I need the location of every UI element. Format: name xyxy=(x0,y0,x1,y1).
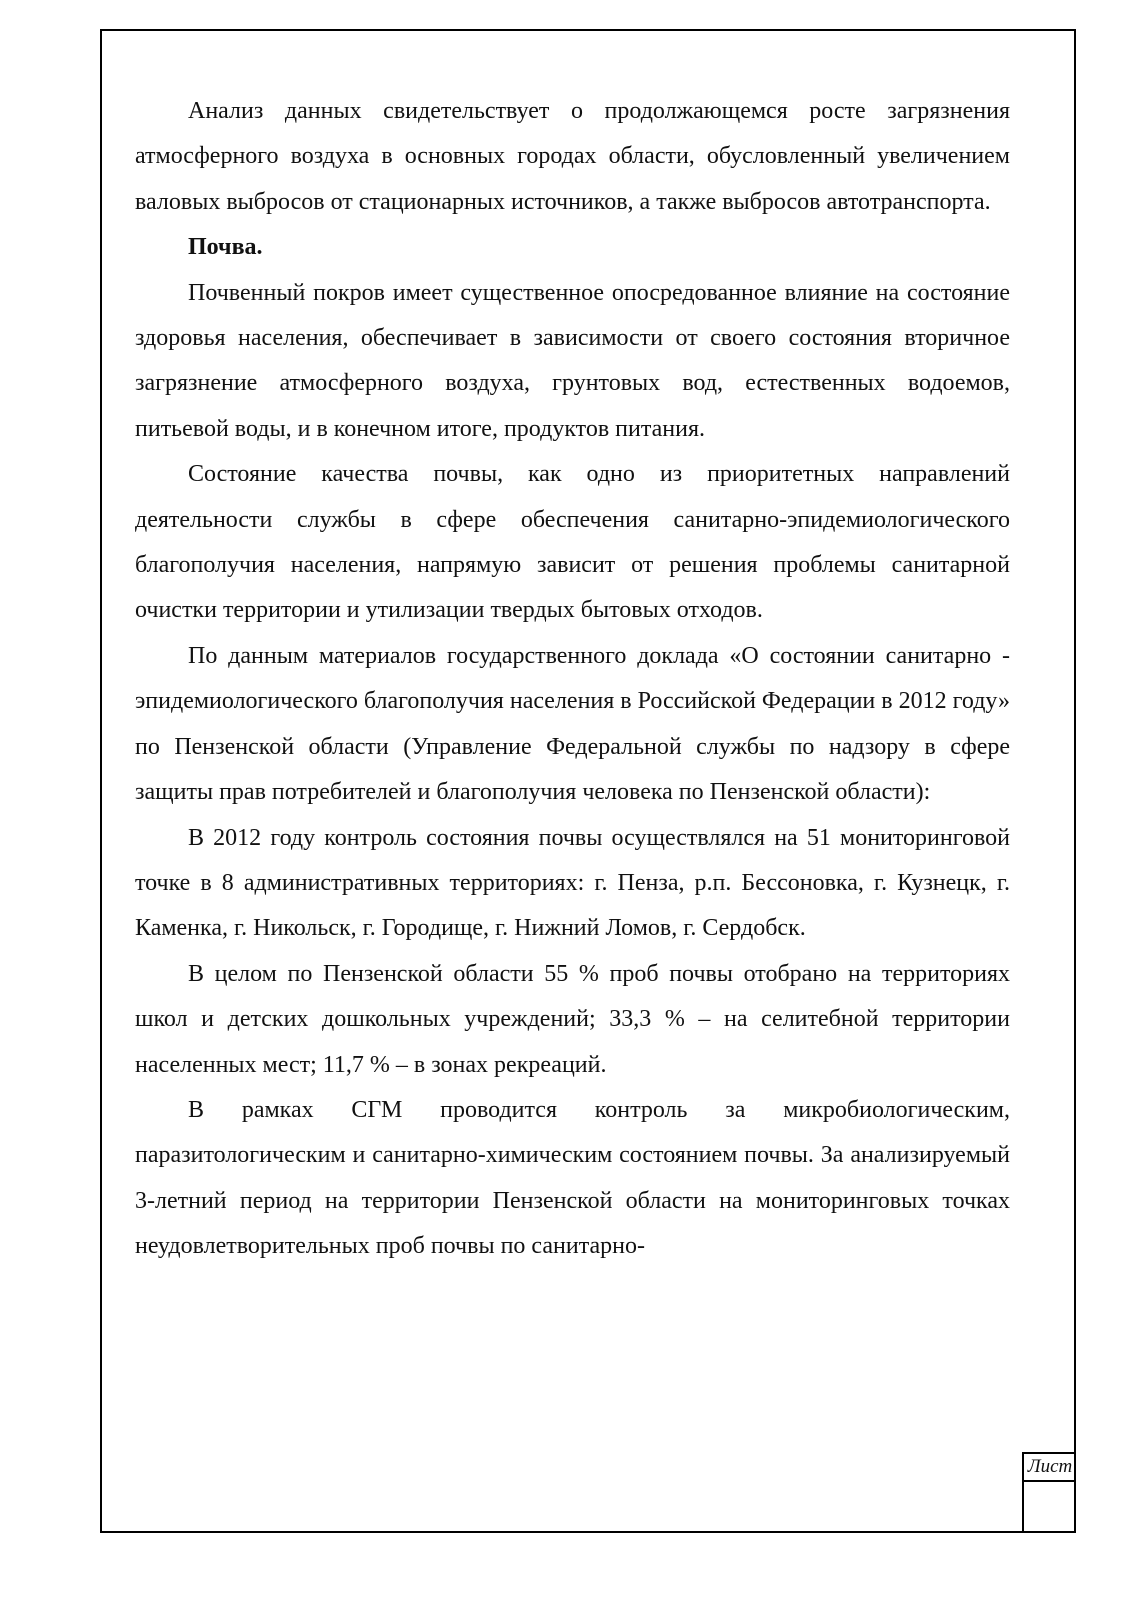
paragraph-soil-cover: Почвенный покров имеет существенное опосредованное влияние на состояние здоровья населения, обеспечивает в зависимости от своего состояния вторичное загрязнение атмосферного воздуха, грунтовых вод, естественных водоемов, питьевой воды, и в конечном итоге, продуктов питания. xyxy=(135,279,1010,442)
paragraph-soil-quality: Состояние качества почвы, как одно из приоритетных направлений деятельности службы в сфере обеспечения санитарно-эпидемиологического благополучия населения, напрямую зависит от решения проблемы санитарной очистки территории и утилизации твердых бытовых отходов. xyxy=(135,461,1010,624)
sheet-label: Лист xyxy=(1024,1454,1076,1482)
paragraph-state-report: По данным материалов государственного доклада «О состоянии санитарно - эпидемиологического благополучия населения в Российской Федерации в 2012 году» по Пензенской области (Управление Федеральной службы по надзору в сфере защиты прав потребителей и благополучия человека по Пензенской области): xyxy=(135,642,1010,806)
sheet-number xyxy=(1024,1482,1076,1533)
document-body xyxy=(135,89,1010,1270)
section-heading-soil: Почва. xyxy=(188,234,263,261)
paragraph-monitoring-points: В 2012 году контроль состояния почвы осуществлялся на 51 мониторинговой точке в 8 административных территориях: г. Пенза, р.п. Бессоновка, г. Кузнецк, г. Каменка, г. Никольск, г. Городище, г. Нижний Ломов, г. Сердобск. xyxy=(135,824,1010,942)
paragraph-air-analysis: Анализ данных свидетельствует о продолжающемся росте загрязнения атмосферного воздуха в основных городах области, обусловленный увеличением валовых выбросов от стационарных источников, а также выбросов автотранспорта. xyxy=(135,98,1010,215)
paragraph-sgm-control: В рамках СГМ проводится контроль за микробиологическим, паразитологическим и санитарно-химическим состоянием почвы. За анализируемый 3-летний период на территории Пензенской области на мониторинговых точках неудовлетворительных проб почвы по санитарно- xyxy=(135,1096,1010,1260)
sheet-stamp xyxy=(1022,1452,1076,1533)
paragraph-sample-distribution: В целом по Пензенской области 55 % проб почвы отобрано на территориях школ и детских дошкольных учреждений; 33,3 % – на селитебной территории населенных мест; 11,7 % – в зонах рекреаций. xyxy=(135,960,1010,1078)
